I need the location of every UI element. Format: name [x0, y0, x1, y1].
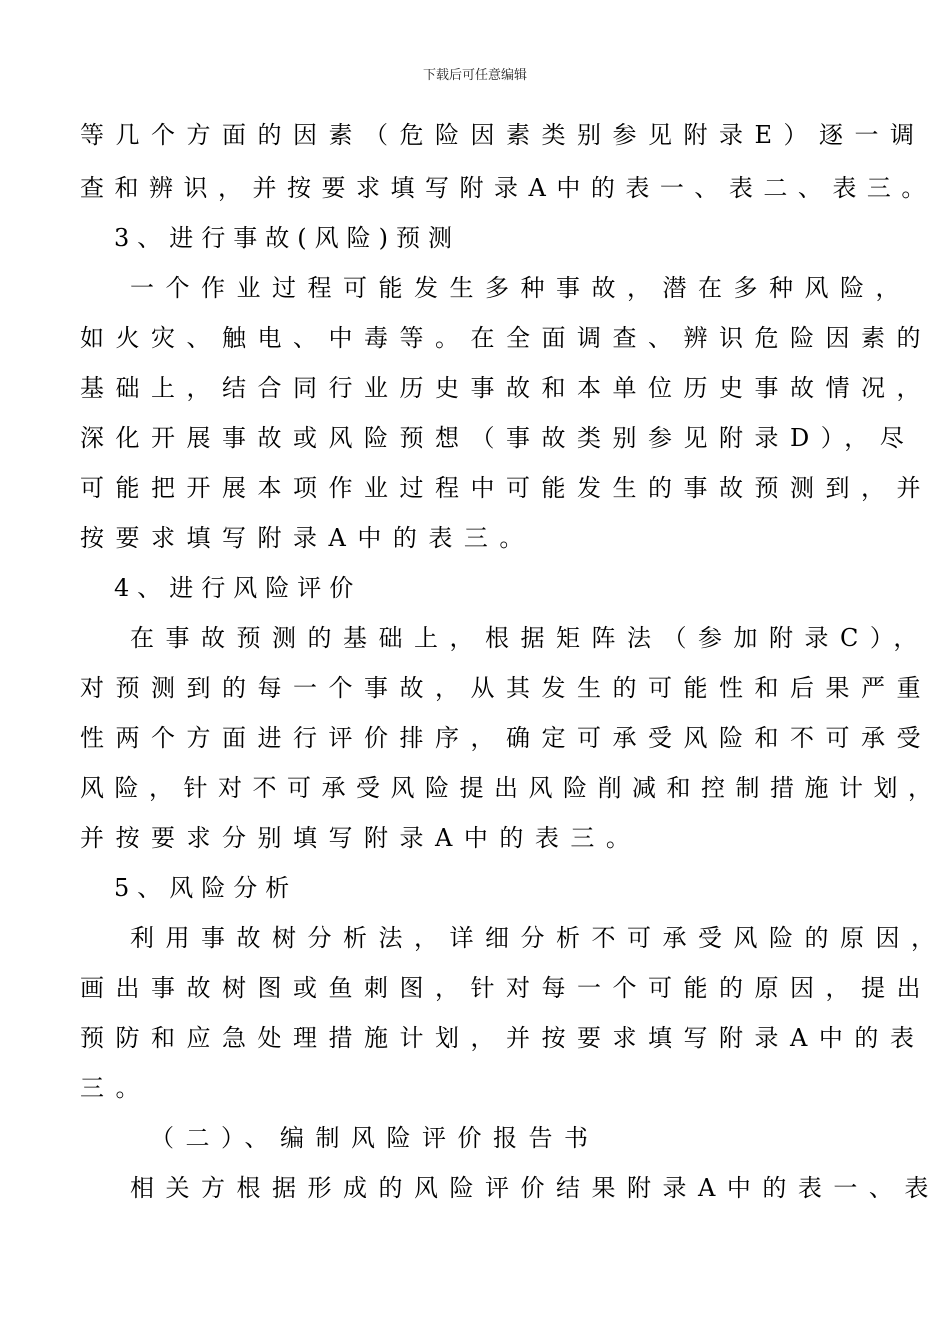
section-heading-3: 3、进行事故(风险)预测 [114, 224, 460, 252]
paragraph-line: 深化开展事故或风险预想（事故类别参见附录D），尽 [80, 424, 916, 452]
section-heading-5: 5、风险分析 [114, 874, 298, 902]
paragraph-line: 性两个方面进行评价排序，确定可承受风险和不可承受 [80, 724, 932, 752]
section-heading-2: （二）、编制风险评价报告书 [150, 1124, 600, 1152]
paragraph-line: 预防和应急处理措施计划，并按要求填写附录A中的表 [80, 1024, 926, 1052]
paragraph-line: 如火灾、触电、中毒等。在全面调查、辨识危险因素的 [80, 324, 932, 352]
paragraph-line: 等几个方面的因素（危险因素类别参见附录E）逐一调 [80, 121, 926, 149]
page-header: 下载后可任意编辑 [422, 68, 527, 83]
paragraph-line: 利用事故树分析法，详细分析不可承受风险的原因， [130, 924, 947, 952]
paragraph-line: 一个作业过程可能发生多种事故，潜在多种风险， [130, 274, 911, 302]
paragraph-line: 三。 [80, 1074, 151, 1102]
paragraph-line: 对预测到的每一个事故，从其发生的可能性和后果严重 [80, 674, 932, 702]
paragraph-line: 在事故预测的基础上，根据矩阵法（参加附录C）， [130, 624, 929, 652]
paragraph-line: 可能把开展本项作业过程中可能发生的事故预测到，并 [80, 474, 932, 502]
paragraph-line: 画出事故树图或鱼刺图，针对每一个可能的原因，提出 [80, 974, 932, 1002]
section-heading-4: 4、进行风险评价 [114, 574, 362, 602]
paragraph-line: 相关方根据形成的风险评价结果附录A中的表一、表 [130, 1174, 940, 1202]
paragraph-line: 风险，针对不可承受风险提出风险削减和控制措施计划， [80, 774, 943, 802]
paragraph-line: 并按要求分别填写附录A中的表三。 [80, 824, 642, 852]
paragraph-line: 查和辨识，并按要求填写附录A中的表一、表二、表三。 [80, 174, 936, 202]
paragraph-line: 基础上，结合同行业历史事故和本单位历史事故情况， [80, 374, 932, 402]
paragraph-line: 按要求填写附录A中的表三。 [80, 524, 535, 552]
